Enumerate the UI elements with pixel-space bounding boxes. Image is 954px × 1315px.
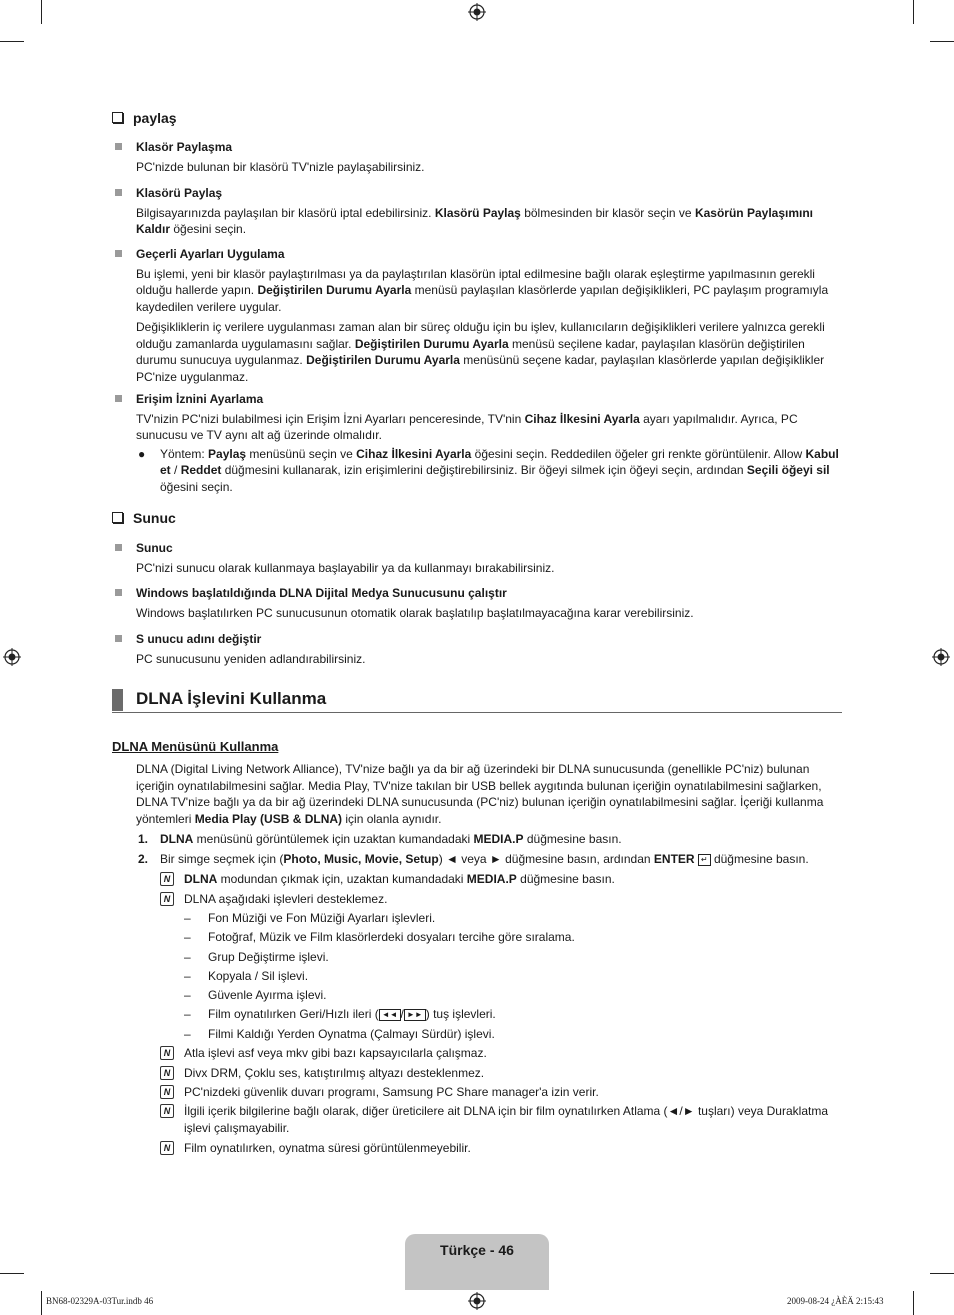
dash-item: – Fotoğraf, Müzik ve Film klasörlerdeki dosyaları tercihe göre sıralama. <box>184 930 575 944</box>
item-body: Windows başlatılırken PC sunucusunun otomatik olarak başlatılıp başlatılmayacağına karar verebilirsiniz. <box>136 605 694 620</box>
note-item: N Divx DRM, Çoklu ses, katıştırılmış altyazı desteklenmez. <box>160 1065 842 1082</box>
item-body: PC sunucusunu yeniden adlandırabilirsiniz. <box>136 651 366 666</box>
item-title: Klasör Paylaşma <box>136 140 233 154</box>
dash-item: – Fon Müziği ve Fon Müziği Ayarları işlevleri. <box>184 911 436 925</box>
dlna-intro: DLNA (Digital Living Network Alliance), TV'nize bağlı ya da bir ağ üzerindeki bir DLNA sunucusunda (genellikle PC'niz) bulunan içeriğin oynatılabilmesini sağlar. Media Play, TV'nize takılan bir USB bellek aygıtında bulunan içeriğin oynatılabilmesini sağlarken, DLNA TV'nize bağlı ya da bir ağ üzerindeki DLNA sunucusunda (PC'niz) bulunan içeriğin oynatılabilmesini sağlar. İçeriği kullanma yöntemleri Media Play (USB & DLNA) için olanla aynıdır. <box>136 762 824 826</box>
note-icon: N <box>160 872 174 886</box>
checkbox-icon <box>112 112 123 123</box>
checkbox-icon <box>112 512 123 523</box>
note-item: N Film oynatılırken, oynatma süresi görüntülenmeyebilir. <box>160 1140 842 1157</box>
menu-item-folder-sharing <box>112 139 842 175</box>
item-title: S unucu adını değiştir <box>136 632 262 646</box>
dash-item: – Kopyala / Sil işlevi. <box>184 969 309 983</box>
note-icon: N <box>160 1066 174 1080</box>
registration-mark-icon <box>932 648 950 666</box>
item-body: Bu işlemi, yeni bir klasör paylaştırılması ya da paylaştırılan klasörün iptal edilmesine bağlı olarak eşleştirme yapılmasının gerekli olduğu hallerde yapın. Değiştirilen Durumu Ayarla menüsü paylaşılan klasörlerde yapılan değişiklikleri, PC paylaşım programıyla kaydedilen verilere uygular. <box>136 266 829 314</box>
section-heading-server: Sunuc <box>112 510 176 526</box>
item-body: PC'nizde bulunan bir klasörü TV'nizle paylaşabilirsiniz. <box>136 159 425 174</box>
bullet-dot-icon: ● <box>138 446 146 461</box>
enter-key-icon: ↵ <box>698 854 711 866</box>
dash-item: – Grup Değiştirme işlevi. <box>184 950 329 964</box>
menu-item-server <box>112 540 842 576</box>
bullet-point: ● Yöntem: Paylaş menüsünü seçin ve Cihaz İlkesini Ayarla öğesini seçin. Reddedilen öğeler gri renkte görüntülenir. Allow Kabul et / Reddet düğmesini kullanarak, izin erişimlerini değiştirebilirsiniz. Bir öğeyi silmek için öğeyi seçin, ardından Seçili öğeyi sil öğesini seçin. <box>138 446 839 494</box>
dash-item: – Film oynatılırken Geri/Hızlı ileri ( ◄◄ / ►► ) tuş işlevleri. <box>184 1007 496 1021</box>
square-bullet-icon <box>115 635 122 642</box>
item-title: Sunuc <box>136 541 173 555</box>
item-title: Windows başlatıldığında DLNA Dijital Medya Sunucusunu çalıştır <box>136 586 507 600</box>
registration-mark-icon <box>468 1292 486 1310</box>
item-body: TV'nizin PC'nizi bulabilmesi için Erişim İzni Ayarları penceresinde, TV'nin Cihaz İlkesini Ayarla ayarı yapılmalıdır. Ayrıca, PC sunucusu ve TV aynı alt ağ üzerinde olmalıdır. <box>136 411 798 442</box>
item-body: Değişikliklerin iç verilere uygulanması zaman alan bir süreç olduğu için bu işlev, kullanıcıların değişiklikleri verilere yalnızca gerekli olduğu zamanlarda uygulamasını sağlar. Değiştirilen Durumu Ayarla menüsü seçilene kadar, paylaşılan klasörün değiştirilen durumu sunucuya uygulanmaz. Değiştirilen Durumu Ayarla menüsünü seçene kadar, paylaşılan klasörlerde yapılan değişiklikler PC'nize uygulanmaz. <box>136 320 825 384</box>
note-icon: N <box>160 1046 174 1060</box>
crop-mark <box>0 41 24 42</box>
section-heading-share: paylaş <box>112 110 177 126</box>
note-icon: N <box>160 1104 174 1118</box>
note-item: N Atla işlevi asf veya mkv gibi bazı kapsayıcılarla çalışmaz. <box>160 1045 842 1062</box>
print-slug-left: BN68-02329A-03Tur.indb 46 <box>46 1296 154 1306</box>
note-icon: N <box>160 892 174 906</box>
menu-item-rename-server <box>112 631 842 667</box>
menu-item-share-folder <box>112 185 842 238</box>
crop-mark <box>913 1291 914 1315</box>
rewind-key-icon: ◄◄ <box>379 1009 401 1021</box>
crop-mark <box>930 41 954 42</box>
note-item: N DLNA modundan çıkmak için, uzaktan kumandadaki MEDIA.P düğmesine basın. <box>160 871 842 888</box>
note-icon: N <box>160 1085 174 1099</box>
dash-item: – Güvenle Ayırma işlevi. <box>184 988 327 1002</box>
registration-mark-icon <box>3 648 21 666</box>
registration-mark-icon <box>468 3 486 21</box>
menu-item-access-permission <box>112 391 842 495</box>
menu-item-apply-settings <box>112 246 842 385</box>
square-bullet-icon <box>115 189 122 196</box>
crop-mark <box>930 1273 954 1274</box>
item-title: Erişim İznini Ayarlama <box>136 392 264 406</box>
print-slug-right: 2009-08-24 ¿ÀÈÄ 2:15:43 <box>787 1296 884 1306</box>
square-bullet-icon <box>115 395 122 402</box>
page-number-tab <box>405 1234 549 1290</box>
square-bullet-icon <box>115 250 122 257</box>
step-1: 1. DLNA menüsünü görüntülemek için uzaktan kumandadaki MEDIA.P düğmesine basın. <box>138 832 622 846</box>
page-number: Türkçe - 46 <box>440 1242 514 1258</box>
square-bullet-icon <box>115 143 122 150</box>
crop-mark <box>0 1273 24 1274</box>
note-item: N İlgili içerik bilgilerine bağlı olarak, diğer üreticilere ait DLNA için bir film oynatılırken Atlama (◄/► tuşları) veya Duraklatma işlevi çalışmayabilir. <box>160 1103 842 1136</box>
item-body: PC'nizi sunucu olarak kullanmaya başlayabilir ya da kullanmayı bırakabilirsiniz. <box>136 560 555 575</box>
section-heading-dlna <box>112 688 842 713</box>
note-item: N DLNA aşağıdaki işlevleri desteklemez. <box>160 891 842 908</box>
crop-mark <box>41 1291 42 1315</box>
heading-bar <box>112 689 123 711</box>
square-bullet-icon <box>115 544 122 551</box>
item-title: Klasörü Paylaş <box>136 186 223 200</box>
crop-mark <box>913 0 914 24</box>
subheading-dlna-menu: DLNA Menüsünü Kullanma <box>112 739 279 754</box>
page-title: DLNA İşlevini Kullanma <box>136 689 327 708</box>
note-icon: N <box>160 1141 174 1155</box>
menu-item-run-on-startup <box>112 585 842 621</box>
item-title: Geçerli Ayarları Uygulama <box>136 247 285 261</box>
item-body: Bilgisayarınızda paylaşılan bir klasörü iptal edebilirsiniz. Klasörü Paylaş bölmesinden bir klasör seçin ve Kasörün Paylaşımını Kaldır öğesini seçin. <box>136 205 813 236</box>
fast-forward-key-icon: ►► <box>404 1009 426 1021</box>
dash-item: – Filmi Kaldığı Yerden Oynatma (Çalmayı Sürdür) işlevi. <box>184 1027 495 1041</box>
note-item: N PC'nizdeki güvenlik duvarı programı, Samsung PC Share manager'a izin verir. <box>160 1084 842 1101</box>
crop-mark <box>41 0 42 24</box>
square-bullet-icon <box>115 589 122 596</box>
step-2: 2. Bir simge seçmek için (Photo, Music, Movie, Setup) ◄ veya ► düğmesine basın, ardından ENTER ↵ düğmesine basın. <box>138 852 809 866</box>
